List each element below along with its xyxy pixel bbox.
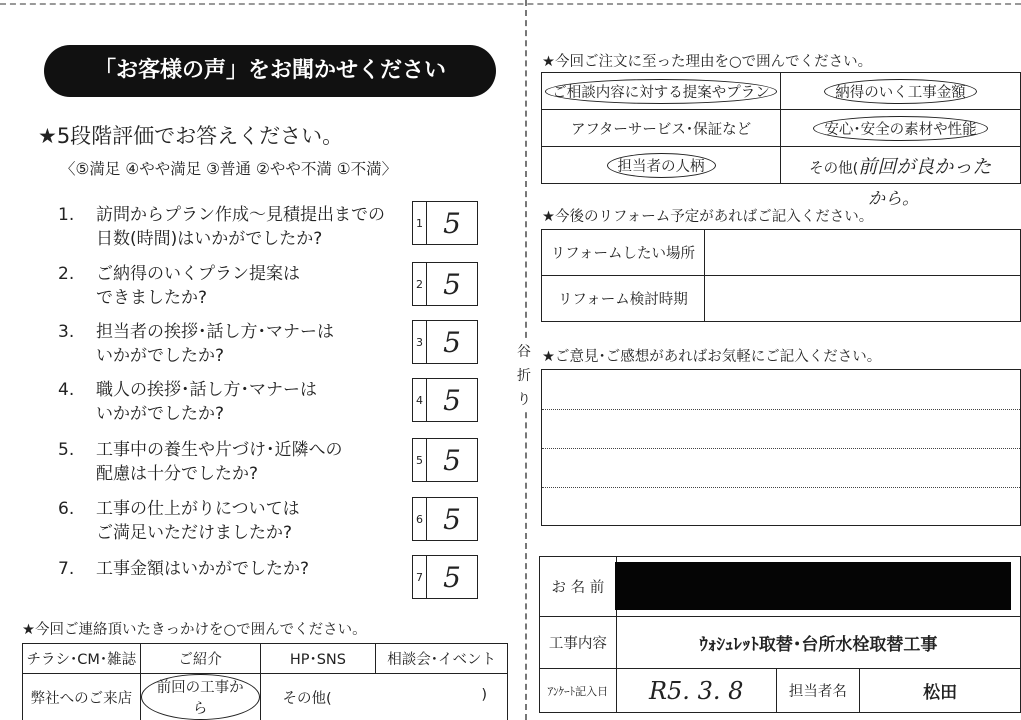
perforation-top — [0, 3, 1021, 5]
reform-place-input[interactable] — [704, 230, 1020, 276]
comment-line — [542, 448, 1020, 449]
answer-box-number: 3 — [413, 321, 427, 363]
question-text: ご納得のいくプラン提案は — [96, 264, 300, 284]
contact-table — [22, 643, 508, 720]
answer-value: 5 — [443, 326, 461, 359]
answer-box-1[interactable] — [412, 201, 478, 245]
question-text: 工事中の養生や片づけ･近隣への — [96, 440, 343, 460]
reform-place-label: リフォームしたい場所 — [542, 230, 705, 276]
reason-other[interactable] — [781, 147, 1021, 184]
question-text: できましたか? — [96, 288, 208, 308]
answer-box-number: 5 — [413, 439, 427, 481]
question-text: 日数(時間)はいかがでしたか? — [96, 229, 323, 249]
answer-box-number: 6 — [413, 498, 427, 540]
question-text: いかがでしたか? — [96, 404, 225, 424]
contact-option-selected[interactable] — [140, 674, 260, 720]
reason-table — [541, 72, 1021, 184]
work-label: 工事内容 — [540, 617, 617, 669]
reform-time-input[interactable] — [704, 276, 1020, 322]
rating-scale: 〈⑤満足 ④やや満足 ③普通 ②やや不満 ①不満〉 — [60, 160, 398, 178]
reason-other-label: その他( — [809, 160, 859, 177]
reason-option-selected[interactable] — [781, 110, 1021, 147]
answer-box-number: 1 — [413, 202, 427, 244]
fold-label — [513, 340, 535, 412]
reason-option-selected[interactable] — [781, 73, 1021, 110]
work-value: ｳｫｼｭﾚｯﾄ取替･台所水栓取替工事 — [616, 617, 1020, 669]
answer-box-7[interactable] — [412, 555, 478, 599]
selection-circle: 安心･安全の素材や性能 — [813, 116, 987, 141]
survey-title: 「お客様の声」をお聞かせください — [44, 45, 496, 97]
redaction-bar — [615, 562, 1011, 610]
answer-value: 5 — [443, 268, 461, 301]
question-text: 職人の挨拶･話し方･マナーは — [96, 380, 317, 400]
question-number: 2. — [58, 264, 75, 284]
question-number: 7. — [58, 559, 75, 579]
answer-box-number: 7 — [413, 556, 427, 598]
comment-line — [542, 409, 1020, 410]
question-number: 1. — [58, 205, 75, 225]
question-text: 配慮は十分でしたか? — [96, 464, 259, 484]
question-text: 工事金額はいかがでしたか? — [96, 559, 310, 579]
reason-option-selected[interactable] — [542, 147, 781, 184]
answer-box-3[interactable] — [412, 320, 478, 364]
contact-option[interactable]: 弊社へのご来店 — [23, 674, 141, 720]
reform-time-label: リフォーム検討時期 — [542, 276, 705, 322]
answer-box-6[interactable] — [412, 497, 478, 541]
answer-value: 5 — [443, 503, 461, 536]
fold-char: 谷 — [517, 344, 531, 360]
contact-other-close: ) — [481, 686, 487, 703]
answer-box-5[interactable] — [412, 438, 478, 482]
question-text: いかがでしたか? — [96, 346, 225, 366]
reason-option[interactable]: アフターサービス･保証など — [542, 110, 781, 147]
answer-box-number: 2 — [413, 263, 427, 305]
reform-title: ★今後のリフォーム予定があればご記入ください。 — [542, 209, 874, 225]
reason-other-handwritten-2: から。 — [868, 189, 919, 209]
contact-option[interactable]: ご紹介 — [140, 644, 260, 674]
question-number: 4. — [58, 380, 75, 400]
selection-circle: 担当者の人柄 — [607, 153, 716, 178]
reason-option-selected[interactable] — [542, 73, 781, 110]
fold-char: 折 — [517, 368, 531, 384]
rating-title: ★5段階評価でお答えください。 — [38, 124, 344, 148]
selection-circle: 前回の工事から — [141, 674, 260, 720]
staff-label: 担当者名 — [776, 669, 860, 713]
answer-value: 5 — [443, 384, 461, 417]
date-value: R5. 3. 8 — [616, 669, 776, 713]
reason-other-handwritten: 前回が良かった — [858, 155, 992, 178]
date-label: ｱﾝｹｰﾄ記入日 — [540, 669, 617, 713]
answer-box-2[interactable] — [412, 262, 478, 306]
comments-title: ★ご意見･ご感想があればお気軽にご記入ください。 — [542, 349, 882, 365]
selection-circle: 納得のいく工事金額 — [824, 79, 977, 104]
question-text: 工事の仕上がりについては — [96, 499, 300, 519]
question-number: 3. — [58, 322, 75, 342]
answer-box-4[interactable] — [412, 378, 478, 422]
answer-value: 5 — [443, 207, 461, 240]
answer-value: 5 — [443, 561, 461, 594]
staff-value: 松田 — [860, 669, 1021, 713]
question-number: 6. — [58, 499, 75, 519]
contact-option[interactable]: 相談会･イベント — [376, 644, 508, 674]
question-text: 訪問からプラン作成～見積提出までの — [96, 205, 385, 225]
reform-table — [541, 229, 1021, 322]
question-text: 担当者の挨拶･話し方･マナーは — [96, 322, 334, 342]
contact-other[interactable] — [260, 674, 507, 720]
answer-box-number: 4 — [413, 379, 427, 421]
comment-line — [542, 487, 1020, 488]
fold-char: り — [517, 392, 531, 408]
contact-other-label: その他( — [282, 690, 332, 707]
selection-circle: ご相談内容に対する提案やプラン — [545, 79, 777, 104]
contact-option[interactable]: HP･SNS — [260, 644, 376, 674]
answer-value: 5 — [443, 444, 461, 477]
question-number: 5. — [58, 440, 75, 460]
contact-option[interactable]: チラシ･CM･雑誌 — [23, 644, 141, 674]
question-text: ご満足いただけましたか? — [96, 523, 293, 543]
contact-title: ★今回ご連絡頂いたきっかけを○で囲んでください。 — [22, 622, 367, 638]
name-label: お 名 前 — [540, 557, 617, 617]
reason-title: ★今回ご注文に至った理由を○で囲んでください。 — [542, 54, 873, 70]
comments-box[interactable] — [541, 369, 1021, 526]
